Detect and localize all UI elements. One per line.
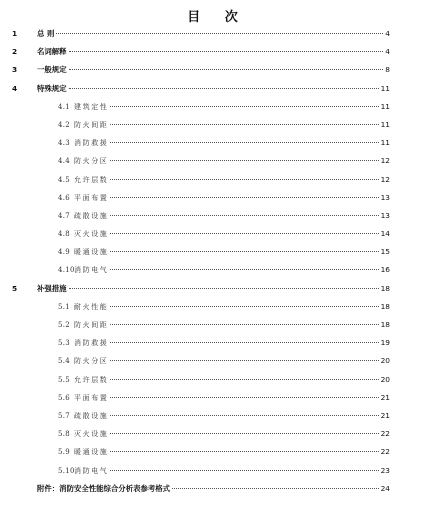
- toc-entry-label: 特殊规定: [37, 83, 67, 93]
- toc-section-entry[interactable]: [12, 243, 390, 261]
- toc-entry-label: 名词解释: [37, 47, 67, 57]
- toc-entry-label: 耐火性能: [74, 302, 109, 311]
- toc-entry-page-number: 21: [380, 392, 390, 402]
- toc-section-entry[interactable]: [12, 298, 390, 316]
- toc-entry-label: 一般规定: [37, 65, 67, 75]
- toc-entry-label: 建筑定性: [74, 102, 109, 111]
- toc-entry-page-number: 24: [380, 483, 390, 493]
- toc-entry-label: 平面布置: [74, 393, 109, 402]
- toc-entry-label: 防火间距: [74, 321, 109, 329]
- toc-entry-number: 4: [12, 83, 18, 93]
- toc-entry-number: 4.6: [58, 193, 71, 202]
- dot-leader: [69, 51, 384, 52]
- toc-entry-number: 5.8: [58, 430, 71, 439]
- dot-leader: [110, 233, 378, 234]
- toc-section-entry[interactable]: [12, 443, 390, 461]
- toc-entry-label: 消防救援: [74, 139, 109, 148]
- toc-entry-number: 4.5: [58, 175, 71, 184]
- toc-entry-number: 4.3: [58, 139, 71, 148]
- toc-section-entry[interactable]: [12, 407, 390, 425]
- toc-entry-number: 5.3: [58, 339, 71, 348]
- toc-entry-label: 灭火设施: [74, 230, 109, 239]
- toc-entry-page-number: 23: [380, 465, 390, 475]
- toc-entry-number: 5.7: [58, 411, 71, 420]
- toc-entry-label: 附件：消防安全性能综合分析表参考格式: [37, 483, 171, 493]
- dot-leader: [110, 124, 378, 125]
- dot-leader: [110, 160, 378, 161]
- toc-section-entry[interactable]: [12, 352, 390, 370]
- toc-entry-number: 4.8: [58, 230, 71, 239]
- toc-entry-label: 允许层数: [74, 175, 109, 184]
- toc-entry-label: 消防电气: [74, 266, 109, 275]
- toc-entry-label: 总 则: [37, 29, 55, 38]
- toc-chapter-entry[interactable]: [12, 25, 390, 43]
- toc-entry-number: 5.4: [58, 357, 71, 366]
- toc-chapter-entry[interactable]: [12, 480, 390, 498]
- toc-section-entry[interactable]: [12, 261, 390, 279]
- toc-section-entry[interactable]: [12, 225, 390, 243]
- toc-entry-page-number: 18: [380, 283, 390, 293]
- toc-entry-page-number: 15: [380, 247, 390, 257]
- toc-entry-page-number: 22: [380, 429, 390, 439]
- table-of-contents: [12, 25, 390, 498]
- toc-section-entry[interactable]: [12, 207, 390, 225]
- toc-entry-page-number: 18: [380, 320, 390, 329]
- toc-section-entry[interactable]: [12, 152, 390, 170]
- toc-entry-label: 防火间距: [74, 120, 109, 129]
- toc-entry-label: 防火分区: [74, 157, 109, 166]
- toc-entry-page-number: 8: [385, 65, 390, 75]
- dot-leader: [110, 470, 378, 471]
- toc-entry-page-number: 11: [380, 101, 390, 111]
- toc-section-entry[interactable]: [12, 462, 390, 480]
- dot-leader: [69, 88, 379, 89]
- toc-section-entry[interactable]: [12, 134, 390, 152]
- toc-entry-label: 灭火设施: [74, 430, 109, 439]
- toc-entry-number: 2: [12, 47, 18, 57]
- toc-section-entry[interactable]: [12, 189, 390, 207]
- toc-entry-page-number: 11: [380, 83, 390, 93]
- dot-leader: [110, 306, 378, 307]
- toc-entry-page-number: 13: [380, 210, 390, 220]
- toc-entry-page-number: 20: [380, 374, 390, 384]
- toc-entry-label: 平面布置: [74, 193, 109, 202]
- toc-entry-number: 5.1: [58, 302, 71, 311]
- toc-entry-number: 4.4: [58, 157, 71, 166]
- toc-entry-number: 4.10: [58, 266, 75, 275]
- toc-entry-number: 1: [12, 29, 18, 38]
- dot-leader: [110, 269, 378, 270]
- toc-entry-number: 4.9: [58, 248, 71, 257]
- dot-leader: [110, 324, 378, 325]
- toc-title: 目 次: [187, 10, 248, 25]
- toc-section-entry[interactable]: [12, 371, 390, 389]
- dot-leader: [110, 360, 378, 361]
- toc-entry-page-number: 16: [380, 265, 390, 275]
- toc-chapter-entry[interactable]: [12, 43, 390, 61]
- toc-entry-page-number: 13: [380, 192, 390, 202]
- dot-leader: [110, 142, 378, 143]
- toc-chapter-entry[interactable]: [12, 61, 390, 79]
- toc-entry-page-number: 4: [385, 29, 390, 38]
- toc-entry-page-number: 11: [380, 138, 390, 148]
- toc-entry-label: 防火分区: [74, 357, 109, 366]
- toc-section-entry[interactable]: [12, 116, 390, 134]
- toc-entry-page-number: 14: [380, 229, 390, 239]
- dot-leader: [110, 251, 378, 252]
- toc-entry-label: 消防救援: [74, 339, 109, 348]
- toc-entry-label: 疏散设施: [74, 411, 109, 420]
- toc-section-entry[interactable]: [12, 171, 390, 189]
- toc-chapter-entry[interactable]: [12, 280, 390, 298]
- dot-leader: [110, 397, 378, 398]
- toc-entry-number: 4.7: [58, 211, 71, 220]
- dot-leader: [69, 69, 384, 70]
- dot-leader: [110, 342, 378, 343]
- toc-entry-number: 4.2: [58, 120, 71, 129]
- toc-chapter-entry[interactable]: [12, 80, 390, 98]
- dot-leader: [110, 415, 378, 416]
- dot-leader: [110, 197, 378, 198]
- toc-entry-label: 暖通设施: [74, 248, 109, 257]
- toc-entry-label: 允许层数: [74, 375, 109, 384]
- dot-leader: [110, 215, 378, 216]
- toc-entry-number: 4.1: [58, 102, 71, 111]
- toc-section-entry[interactable]: [12, 316, 390, 334]
- toc-entry-page-number: 19: [380, 338, 390, 348]
- toc-entry-number: 5.2: [58, 321, 71, 329]
- toc-entry-page-number: 20: [380, 356, 390, 366]
- toc-entry-page-number: 4: [385, 47, 390, 57]
- toc-entry-page-number: 21: [380, 410, 390, 420]
- toc-entry-page-number: 12: [380, 156, 390, 166]
- toc-entry-number: 5.10: [58, 466, 75, 475]
- toc-entry-label: 疏散设施: [74, 211, 109, 220]
- toc-entry-label: 暖通设施: [74, 448, 109, 457]
- toc-entry-number: 5: [12, 283, 18, 293]
- toc-section-entry[interactable]: [12, 334, 390, 352]
- toc-entry-page-number: 18: [380, 301, 390, 311]
- dot-leader: [56, 33, 383, 34]
- toc-entry-page-number: 11: [380, 119, 390, 129]
- toc-entry-number: 3: [12, 65, 18, 75]
- toc-entry-number: 5.9: [58, 448, 71, 457]
- toc-entry-page-number: 22: [380, 447, 390, 457]
- dot-leader: [110, 179, 378, 180]
- toc-section-entry[interactable]: [12, 98, 390, 116]
- toc-entry-label: 消防电气: [74, 466, 109, 475]
- toc-section-entry[interactable]: [12, 425, 390, 443]
- dot-leader: [110, 451, 378, 452]
- dot-leader: [172, 488, 379, 489]
- toc-entry-label: 补强措施: [37, 283, 67, 293]
- toc-entry-number: 5.6: [58, 393, 71, 402]
- toc-entry-page-number: 12: [380, 174, 390, 184]
- dot-leader: [110, 433, 378, 434]
- dot-leader: [110, 379, 378, 380]
- toc-entry-number: 5.5: [58, 375, 71, 384]
- dot-leader: [69, 288, 379, 289]
- dot-leader: [110, 106, 378, 107]
- toc-section-entry[interactable]: [12, 389, 390, 407]
